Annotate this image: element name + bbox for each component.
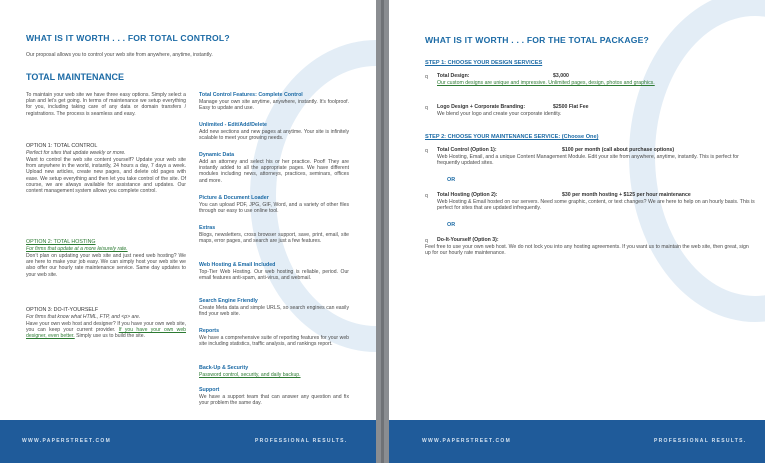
maint-item-name: Total Control (Option 1): (437, 147, 497, 153)
maint-item-price: $30 per month hosting + $125 per hour maintenance (562, 192, 691, 198)
feature-body: Create Meta data and simple URLS, so search engines can easily find your web site. (199, 305, 349, 318)
or-divider: OR (447, 177, 456, 183)
maint-item-price: $100 per month (call about purchase options) (562, 147, 675, 153)
option2-tagline: For firms that update at a more leisurely rate. (26, 246, 128, 252)
option3-body-a: Have your own web host and designer? If you have your own web site, you can keep your current provider. (26, 321, 186, 334)
design-item-name: Total Design: (437, 73, 470, 79)
bullet-icon: q (425, 105, 428, 111)
option1-body: Want to control the web site content yourself? Update your web site from anywhere in the world, instantly, 24 hours a day, 7 days a week. Upload new articles, create new pages, and delete old pages with ease. We setup everything and then let you take control of the site. Of course, we are always available for assistance and updates. Our content management system allows you complete control. (26, 157, 186, 195)
section-title: TOTAL MAINTENANCE (26, 72, 124, 82)
feature-title: Picture & Document Loader (199, 195, 269, 201)
design-item-name: Logo Design + Corporate Branding: (437, 104, 526, 110)
features-heading: Total Control Features: Complete Control (199, 92, 303, 98)
option3-body-b: Simply use us to build the site. (76, 333, 145, 340)
step2-heading: STEP 2: CHOOSE YOUR MAINTENANCE SERVICE: (Choose One) (425, 134, 599, 140)
maint-item-name: Do-It-Yourself (Option 3): (437, 237, 499, 243)
feature-title: Web Hosting & Email Included (199, 262, 276, 268)
step1-heading: STEP 1: CHOOSE YOUR DESIGN SERVICES (425, 60, 543, 66)
option3-body (26, 321, 186, 340)
feature-title: Search Engine Friendly (199, 298, 258, 304)
footer-tagline: PROFESSIONAL RESULTS. (654, 438, 747, 444)
maint-item-name: Total Hosting (Option 2): (437, 192, 498, 198)
feature-body: Blogs, newsletters, cross browser support, save, print, email, site maps, error pages, and search are just a few features. (199, 232, 349, 245)
option2-body: Don’t plan on updating your web site and just need web hosting? We are here to make your job easy. We can simply host your web site we also offer our hourly rate maintenance service. Same day updates to your web site. (26, 253, 186, 278)
footer-url: WWW.PAPERSTREET.COM (22, 438, 112, 444)
bullet-icon: q (425, 193, 428, 199)
design-item-desc: We blend your logo and create your corporate identity. (437, 111, 562, 117)
page-1 (0, 0, 376, 463)
feature-body: Add new sections and new pages at anytime. Your site is infinitely scalable to meet your growing needs. (199, 129, 349, 142)
feature-body: Add an attorney and select his or her practice. Poof! They are instantly added to all the appropriate pages. We have different modules including news, attorneys, practices, seminars, offices and more. (199, 159, 349, 184)
feature-title: Dynamic Data (199, 152, 235, 158)
maint-item-desc: Web Hosting & Email hosted on our servers. Need some graphic, content, or text changes? We are here to help on an hourly basis. This is perfect for sites that are updated infrequently. (437, 199, 755, 212)
page-title: WHAT IS IT WORTH . . . FOR THE TOTAL PACKAGE? (425, 35, 649, 45)
maint-item (437, 237, 757, 243)
option1-tagline: Perfect for sites that update weekly or more. (26, 150, 126, 156)
design-item (437, 73, 757, 79)
maint-item-desc: Web Hosting, Email, and a unique Content Management Module. Edit your site from anywhere, anytime, instantly. This is perfect for frequently updated sites. (437, 154, 739, 167)
option3-heading: OPTION 3: DO-IT-YOURSELF (26, 307, 99, 313)
option3-body-link: If you have your own web designer, even better. (26, 327, 186, 340)
feature-body: We have a comprehensive suite of reporting features for your web site including statistics, traffic analysis, and rankings report. (199, 335, 349, 348)
bullet-icon: q (425, 74, 428, 80)
footer-bar (389, 420, 765, 463)
footer-url: WWW.PAPERSTREET.COM (422, 438, 512, 444)
intro-paragraph: To maintain your web site we have three easy options. Simply select a plan and let’s get going. In terms of maintenance we setup everything for you, including taking care of any data or domain transfers / registrations. The process is seamless and easy. (26, 92, 186, 117)
option2-heading: OPTION 2: TOTAL HOSTING (26, 239, 96, 245)
option3-tagline: For firms that know what HTML, FTP, and <p> are. (26, 314, 141, 320)
design-item-price: $3,000 (553, 73, 569, 79)
page-2 (389, 0, 765, 463)
feature-title: Support (199, 387, 220, 393)
design-item (437, 104, 757, 110)
feature-body: Password control, security, and daily backup. (199, 372, 301, 378)
page-title: WHAT IS IT WORTH . . . FOR TOTAL CONTROL? (26, 33, 230, 43)
bullet-icon: q (425, 238, 428, 244)
design-item-price: $2500 Flat Fee (553, 104, 589, 110)
maint-item-desc: Feel free to use your own web host. We do not lock you into any hosting agreements. If you want us to maintain the web site, then great, sign up for our hourly rate maintenance. (425, 244, 749, 257)
page-gap (381, 0, 384, 463)
feature-body: We have a support team that can answer any question and fix your problem the same day. (199, 394, 349, 407)
feature-body: Top-Tier Web Hosting. Our web hosting is reliable, period. Our email features anti-spam, anti-virus, and webmail. (199, 269, 349, 282)
maint-item (437, 192, 757, 198)
feature-title: Back-Up & Security (199, 365, 249, 371)
feature-body: You can upload PDF, JPG, GIF, Word, and a variety of other files through our easy to use online tool. (199, 202, 349, 215)
design-item-desc: Our custom designs are unique and impressive. Unlimited pages, design, photos and graphics. (437, 80, 655, 86)
features-body: Manage your own site anytime, anywhere, instantly. It’s foolproof. Easy to update and use. (199, 99, 349, 112)
footer-tagline: PROFESSIONAL RESULTS. (255, 438, 348, 444)
option1-heading: OPTION 1: TOTAL CONTROL (26, 143, 98, 149)
maint-item (437, 147, 757, 153)
feature-title: Reports (199, 328, 220, 334)
intro-text: Our proposal allows you to control your web site from anywhere, anytime, instantly. (26, 52, 213, 58)
feature-title: Extras (199, 225, 216, 231)
or-divider: OR (447, 222, 456, 228)
footer-bar (0, 420, 376, 463)
bullet-icon: q (425, 148, 428, 154)
feature-title: Unlimited - Edit/Add/Delete (199, 122, 267, 128)
